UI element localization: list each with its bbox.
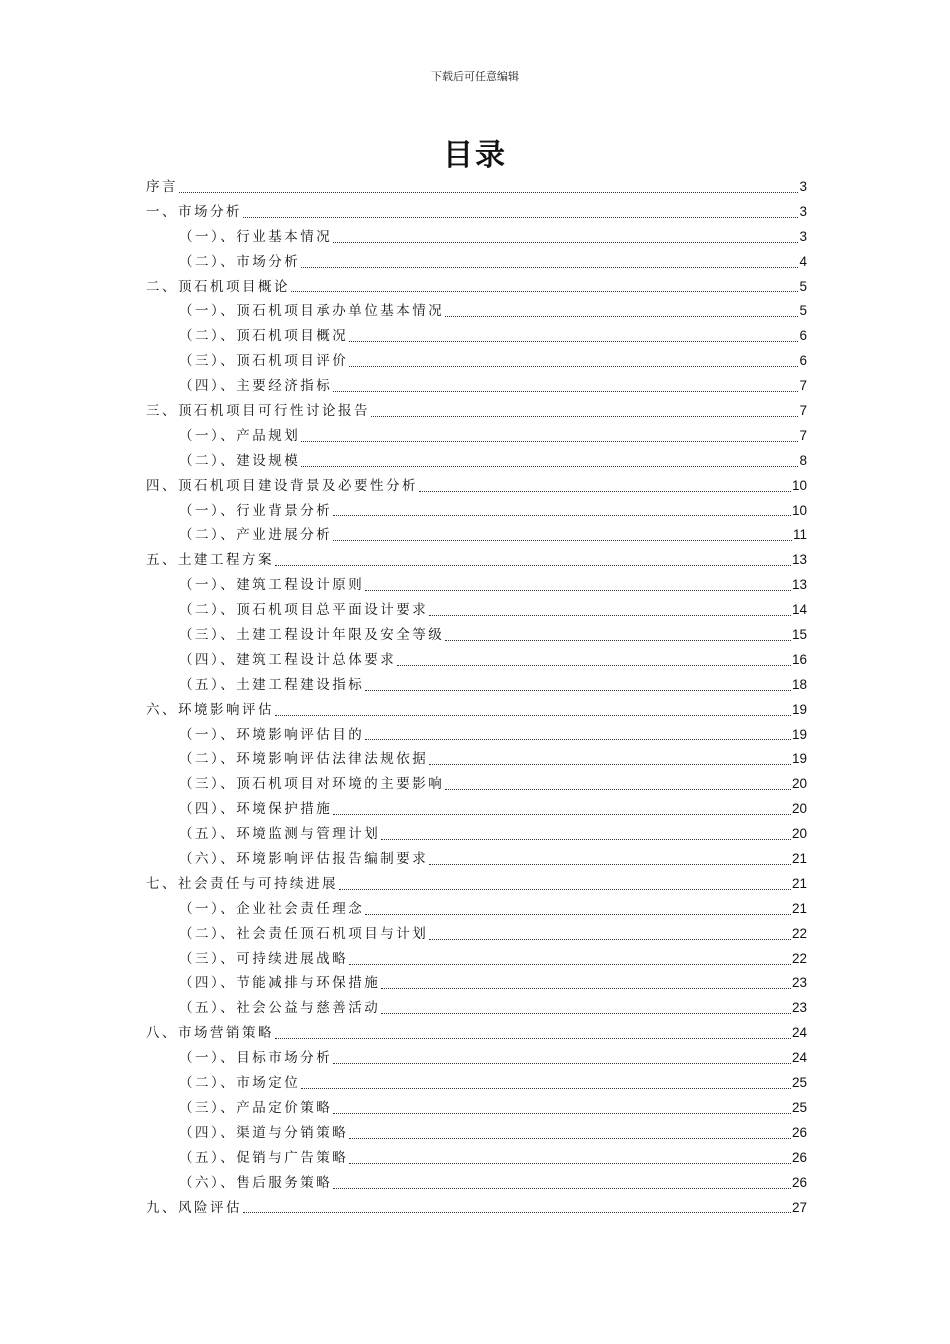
toc-entry-page-number: 5 xyxy=(799,303,807,319)
dot-leader xyxy=(381,988,791,989)
toc-entry[interactable] xyxy=(146,523,807,548)
toc-entry-label: 五、土建工程方案 xyxy=(146,552,274,569)
dot-leader xyxy=(333,540,792,541)
dot-leader xyxy=(429,939,791,940)
toc-entry-label: 八、市场营销策略 xyxy=(146,1025,274,1042)
dot-leader xyxy=(333,515,791,516)
dot-leader xyxy=(365,739,791,740)
toc-entry-label: （二）、顶石机项目总平面设计要求 xyxy=(179,602,429,619)
toc-entry[interactable] xyxy=(146,424,807,449)
toc-entry-page-number: 14 xyxy=(791,602,807,618)
dot-leader xyxy=(429,864,791,865)
dot-leader xyxy=(333,814,791,815)
toc-entry-label: 一、市场分析 xyxy=(146,203,242,220)
toc-entry[interactable] xyxy=(146,698,807,723)
toc-entry-label: （三）、顶石机项目评价 xyxy=(179,353,349,370)
toc-entry-label: （一）、行业背景分析 xyxy=(179,502,333,519)
dot-leader xyxy=(381,1013,791,1014)
dot-leader xyxy=(371,416,798,417)
dot-leader xyxy=(419,491,791,492)
dot-leader xyxy=(365,590,791,591)
toc-entry-page-number: 6 xyxy=(799,353,807,369)
toc-entry-label: （一）、企业社会责任理念 xyxy=(179,900,365,917)
toc-entry[interactable] xyxy=(146,1021,807,1046)
toc-entry[interactable] xyxy=(146,1046,807,1071)
toc-entry[interactable] xyxy=(146,797,807,822)
toc-entry[interactable] xyxy=(146,499,807,524)
toc-entry[interactable] xyxy=(146,648,807,673)
dot-leader xyxy=(275,1038,791,1039)
toc-entry[interactable] xyxy=(146,200,807,225)
toc-entry-label: （一）、环境影响评估目的 xyxy=(179,726,365,743)
toc-entry-label: （一）、建筑工程设计原则 xyxy=(179,577,365,594)
toc-entry-label: （四）、主要经济指标 xyxy=(179,378,333,395)
dot-leader xyxy=(381,839,791,840)
toc-entry-page-number: 24 xyxy=(791,1025,807,1041)
toc-entry-label: （一）、行业基本情况 xyxy=(179,228,333,245)
dot-leader xyxy=(365,914,791,915)
dot-leader xyxy=(349,366,798,367)
toc-entry[interactable] xyxy=(146,324,807,349)
toc-entry[interactable] xyxy=(146,772,807,797)
toc-entry[interactable] xyxy=(146,474,807,499)
dot-leader xyxy=(333,1063,791,1064)
toc-entry-label: （四）、环境保护措施 xyxy=(179,801,333,818)
toc-entry[interactable] xyxy=(146,747,807,772)
toc-entry-label: （二）、建设规模 xyxy=(179,452,301,469)
toc-entry-page-number: 16 xyxy=(791,651,807,667)
toc-entry-label: （六）、环境影响评估报告编制要求 xyxy=(179,851,429,868)
toc-entry-page-number: 20 xyxy=(791,776,807,792)
toc-entry[interactable] xyxy=(146,374,807,399)
toc-entry-page-number: 7 xyxy=(799,378,807,394)
toc-entry-page-number: 22 xyxy=(791,950,807,966)
toc-entry-label: （二）、市场定位 xyxy=(179,1075,301,1092)
toc-entry-page-number: 19 xyxy=(791,726,807,742)
dot-leader xyxy=(445,789,791,790)
toc-entry-page-number: 25 xyxy=(791,1099,807,1115)
toc-entry-page-number: 7 xyxy=(799,403,807,418)
toc-entry[interactable] xyxy=(146,299,807,324)
dot-leader xyxy=(349,964,791,965)
toc-entry[interactable] xyxy=(146,947,807,972)
toc-entry[interactable] xyxy=(146,872,807,897)
toc-entry-page-number: 20 xyxy=(791,801,807,817)
dot-leader xyxy=(349,1138,791,1139)
toc-entry-page-number: 13 xyxy=(791,577,807,593)
toc-entry-label: （四）、渠道与分销策略 xyxy=(179,1124,349,1141)
page-header: 下载后可任意编辑 xyxy=(431,70,519,83)
toc-entry-label: （五）、促销与广告策略 xyxy=(179,1149,349,1166)
dot-leader xyxy=(301,267,798,268)
toc-entry-page-number: 21 xyxy=(791,875,807,891)
dot-leader xyxy=(301,441,798,442)
toc-entry-label: （二）、顶石机项目概况 xyxy=(179,328,349,345)
toc-entry-page-number: 11 xyxy=(792,527,807,543)
toc-entry-page-number: 6 xyxy=(799,328,807,344)
table-of-contents xyxy=(146,175,807,1220)
toc-entry[interactable] xyxy=(146,723,807,748)
toc-entry-page-number: 27 xyxy=(791,1199,807,1215)
toc-entry-page-number: 10 xyxy=(791,502,807,518)
toc-entry[interactable] xyxy=(146,598,807,623)
toc-entry-label: （六）、售后服务策略 xyxy=(179,1174,333,1191)
dot-leader xyxy=(365,690,791,691)
toc-entry-page-number: 21 xyxy=(791,900,807,916)
toc-entry-page-number: 24 xyxy=(791,1050,807,1066)
toc-entry-page-number: 20 xyxy=(791,826,807,842)
dot-leader xyxy=(301,1088,791,1089)
toc-entry[interactable] xyxy=(146,573,807,598)
toc-entry[interactable] xyxy=(146,1196,807,1221)
toc-entry[interactable] xyxy=(146,1171,807,1196)
toc-entry[interactable] xyxy=(146,996,807,1021)
toc-entry-label: （四）、节能减排与环保措施 xyxy=(179,975,381,992)
toc-entry-page-number: 10 xyxy=(791,477,807,493)
dot-leader xyxy=(333,1113,791,1114)
toc-entry-page-number: 19 xyxy=(791,701,807,717)
toc-entry[interactable] xyxy=(146,1096,807,1121)
toc-entry-page-number: 23 xyxy=(791,975,807,991)
dot-leader xyxy=(333,1188,791,1189)
toc-entry-page-number: 25 xyxy=(791,1075,807,1091)
dot-leader xyxy=(275,565,791,566)
toc-entry-label: （二）、社会责任顶石机项目与计划 xyxy=(179,925,429,942)
dot-leader xyxy=(275,715,791,716)
toc-entry-page-number: 7 xyxy=(799,427,807,443)
dot-leader xyxy=(445,640,791,641)
toc-entry-page-number: 23 xyxy=(791,1000,807,1016)
toc-entry-page-number: 3 xyxy=(799,228,807,244)
toc-entry-label: （一）、目标市场分析 xyxy=(179,1050,333,1067)
toc-entry-label: （二）、市场分析 xyxy=(179,253,301,270)
toc-entry[interactable] xyxy=(146,822,807,847)
toc-entry-label: （二）、环境影响评估法律法规依据 xyxy=(179,751,429,768)
page-title: 目录 xyxy=(443,138,507,173)
toc-entry[interactable] xyxy=(146,449,807,474)
toc-entry[interactable] xyxy=(146,349,807,374)
toc-entry[interactable] xyxy=(146,1071,807,1096)
toc-entry-label: 三、顶石机项目可行性讨论报告 xyxy=(146,403,370,419)
toc-entry-label: （五）、环境监测与管理计划 xyxy=(179,826,381,843)
dot-leader xyxy=(339,889,791,890)
toc-entry-label: （五）、土建工程建设指标 xyxy=(179,676,365,693)
toc-entry-page-number: 3 xyxy=(799,178,807,194)
toc-entry-label: 九、风险评估 xyxy=(146,1199,242,1216)
toc-entry[interactable] xyxy=(146,972,807,997)
toc-entry-label: 六、环境影响评估 xyxy=(146,701,274,718)
toc-entry-label: （一）、顶石机项目承办单位基本情况 xyxy=(179,303,445,320)
toc-entry-label: （五）、社会公益与慈善活动 xyxy=(179,1000,381,1017)
toc-entry-page-number: 26 xyxy=(791,1149,807,1165)
toc-entry-label: （四）、建筑工程设计总体要求 xyxy=(179,651,397,668)
dot-leader xyxy=(243,1212,791,1213)
toc-entry-page-number: 19 xyxy=(791,751,807,767)
toc-entry-page-number: 4 xyxy=(799,253,807,269)
dot-leader xyxy=(301,466,798,467)
dot-leader xyxy=(243,217,798,218)
dot-leader xyxy=(291,291,798,292)
toc-entry-page-number: 8 xyxy=(799,452,807,468)
toc-entry-label: （三）、可持续进展战略 xyxy=(179,950,349,967)
toc-entry[interactable] xyxy=(146,275,807,300)
toc-entry[interactable] xyxy=(146,922,807,947)
toc-entry-label: 二、顶石机项目概论 xyxy=(146,278,290,295)
toc-entry-label: （二）、产业进展分析 xyxy=(179,527,333,544)
dot-leader xyxy=(429,615,791,616)
toc-entry-page-number: 21 xyxy=(791,851,807,867)
toc-entry[interactable] xyxy=(146,673,807,698)
toc-entry[interactable] xyxy=(146,1146,807,1171)
toc-entry-page-number: 18 xyxy=(791,676,807,692)
toc-entry[interactable] xyxy=(146,1121,807,1146)
toc-entry[interactable] xyxy=(146,225,807,250)
toc-entry-page-number: 5 xyxy=(799,278,807,294)
dot-leader xyxy=(333,391,798,392)
toc-entry-page-number: 13 xyxy=(791,552,807,568)
toc-entry[interactable] xyxy=(146,623,807,648)
toc-entry[interactable] xyxy=(146,175,807,200)
dot-leader xyxy=(349,1163,791,1164)
toc-entry-label: （三）、产品定价策略 xyxy=(179,1099,333,1116)
toc-entry-label: 序言 xyxy=(146,178,178,195)
toc-entry-page-number: 3 xyxy=(799,203,807,219)
toc-entry-label: 四、顶石机项目建设背景及必要性分析 xyxy=(146,477,418,494)
toc-entry[interactable] xyxy=(146,250,807,275)
toc-entry[interactable] xyxy=(146,897,807,922)
toc-entry-page-number: 22 xyxy=(791,925,807,941)
toc-entry[interactable] xyxy=(146,399,807,424)
toc-entry[interactable] xyxy=(146,847,807,872)
toc-entry-page-number: 15 xyxy=(791,627,807,643)
toc-entry[interactable] xyxy=(146,548,807,573)
toc-entry-label: （三）、顶石机项目对环境的主要影响 xyxy=(179,776,445,793)
dot-leader xyxy=(445,316,798,317)
dot-leader xyxy=(333,242,798,243)
dot-leader xyxy=(397,665,791,666)
toc-entry-page-number: 26 xyxy=(791,1174,807,1190)
dot-leader xyxy=(179,192,798,193)
toc-entry-label: 七、社会责任与可持续进展 xyxy=(146,875,338,892)
toc-entry-page-number: 26 xyxy=(791,1124,807,1140)
toc-entry-label: （一）、产品规划 xyxy=(179,427,301,444)
dot-leader xyxy=(349,341,798,342)
dot-leader xyxy=(429,764,791,765)
toc-entry-label: （三）、土建工程设计年限及安全等级 xyxy=(179,627,445,644)
